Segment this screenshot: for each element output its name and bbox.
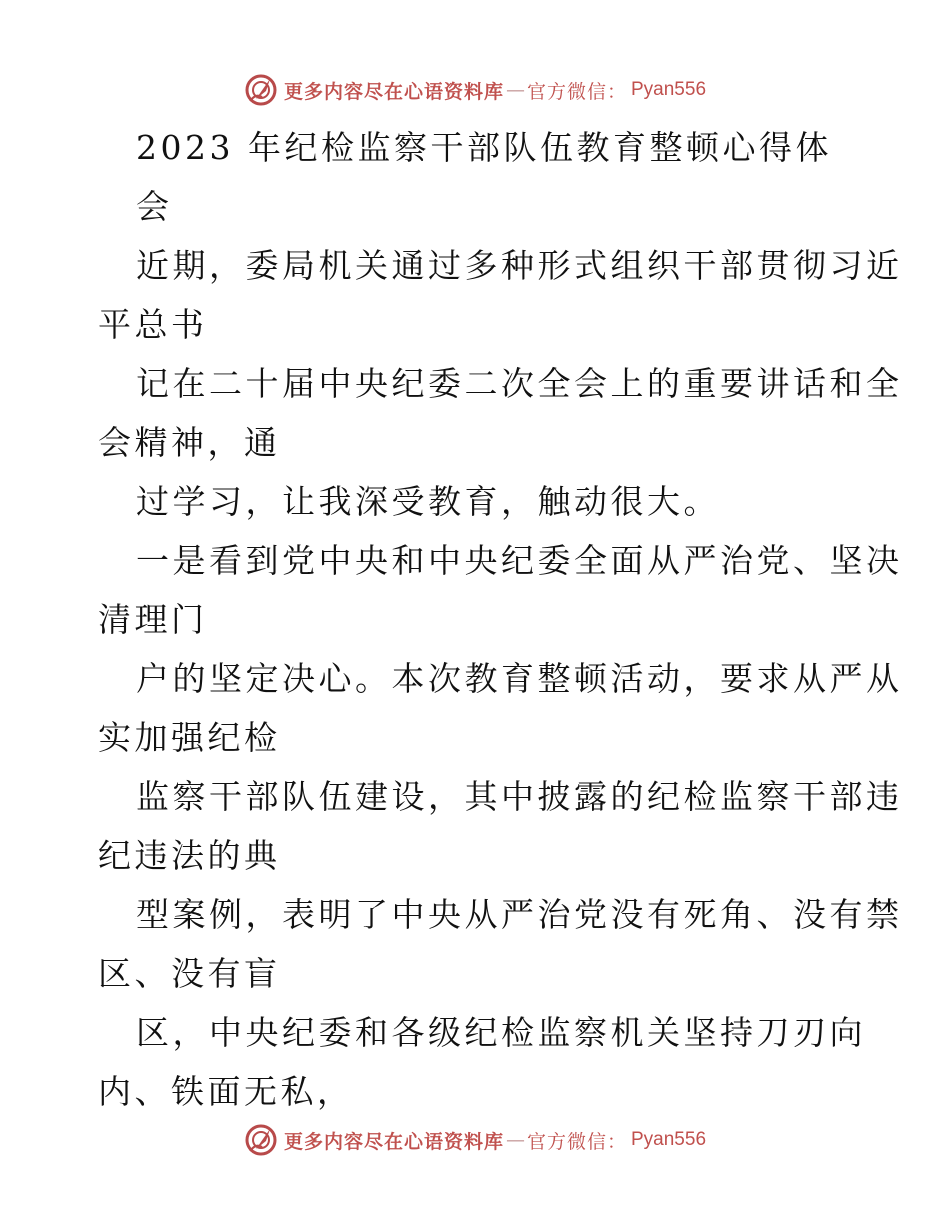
body-line: 一是看到党中央和中央纪委全面从严治党、坚决 [136,541,903,580]
banner-dash: — [505,1129,525,1151]
banner-brand: 更多内容尽在心语资料库 [283,1130,504,1153]
doc-title-line-2: 会 [136,187,173,226]
footer-banner [0,1120,950,1160]
banner-wechat-label: 官方微信： [526,80,627,103]
header-banner [0,70,950,110]
body-line: 会精神，通 [98,423,281,462]
body-line: 过学习，让我深受教育，触动很大。 [136,482,720,521]
body-line: 区，中央纪委和各级纪检监察机关坚持刀刃向 [136,1013,866,1052]
quill-logo-icon [244,73,278,107]
body-line: 清理门 [98,600,208,639]
body-line: 近期，委局机关通过多种形式组织干部贯彻习近 [136,246,903,285]
banner-wechat-label: 官方微信： [526,1130,627,1153]
doc-title-line-1: 2023 年纪检监察干部队伍教育整顿心得体 [136,128,832,167]
body-line: 平总书 [98,305,208,344]
banner-wechat-id: Pyan556 [631,1129,707,1150]
banner-brand: 更多内容尽在心语资料库 [283,80,504,103]
quill-logo-icon [244,1123,278,1157]
body-line: 纪违法的典 [98,836,281,875]
banner-wechat-id: Pyan556 [631,79,707,100]
body-line: 监察干部队伍建设，其中披露的纪检监察干部违 [136,777,903,816]
body-line: 户的坚定决心。本次教育整顿活动，要求从严从 [136,659,903,698]
body-line: 记在二十届中央纪委二次全会上的重要讲话和全 [136,364,903,403]
body-line: 区、没有盲 [98,954,281,993]
banner-dash: — [505,79,525,101]
body-line: 实加强纪检 [98,718,281,757]
body-line: 内、铁面无私， [98,1072,354,1111]
body-line: 型案例，表明了中央从严治党没有死角、没有禁 [136,895,903,934]
